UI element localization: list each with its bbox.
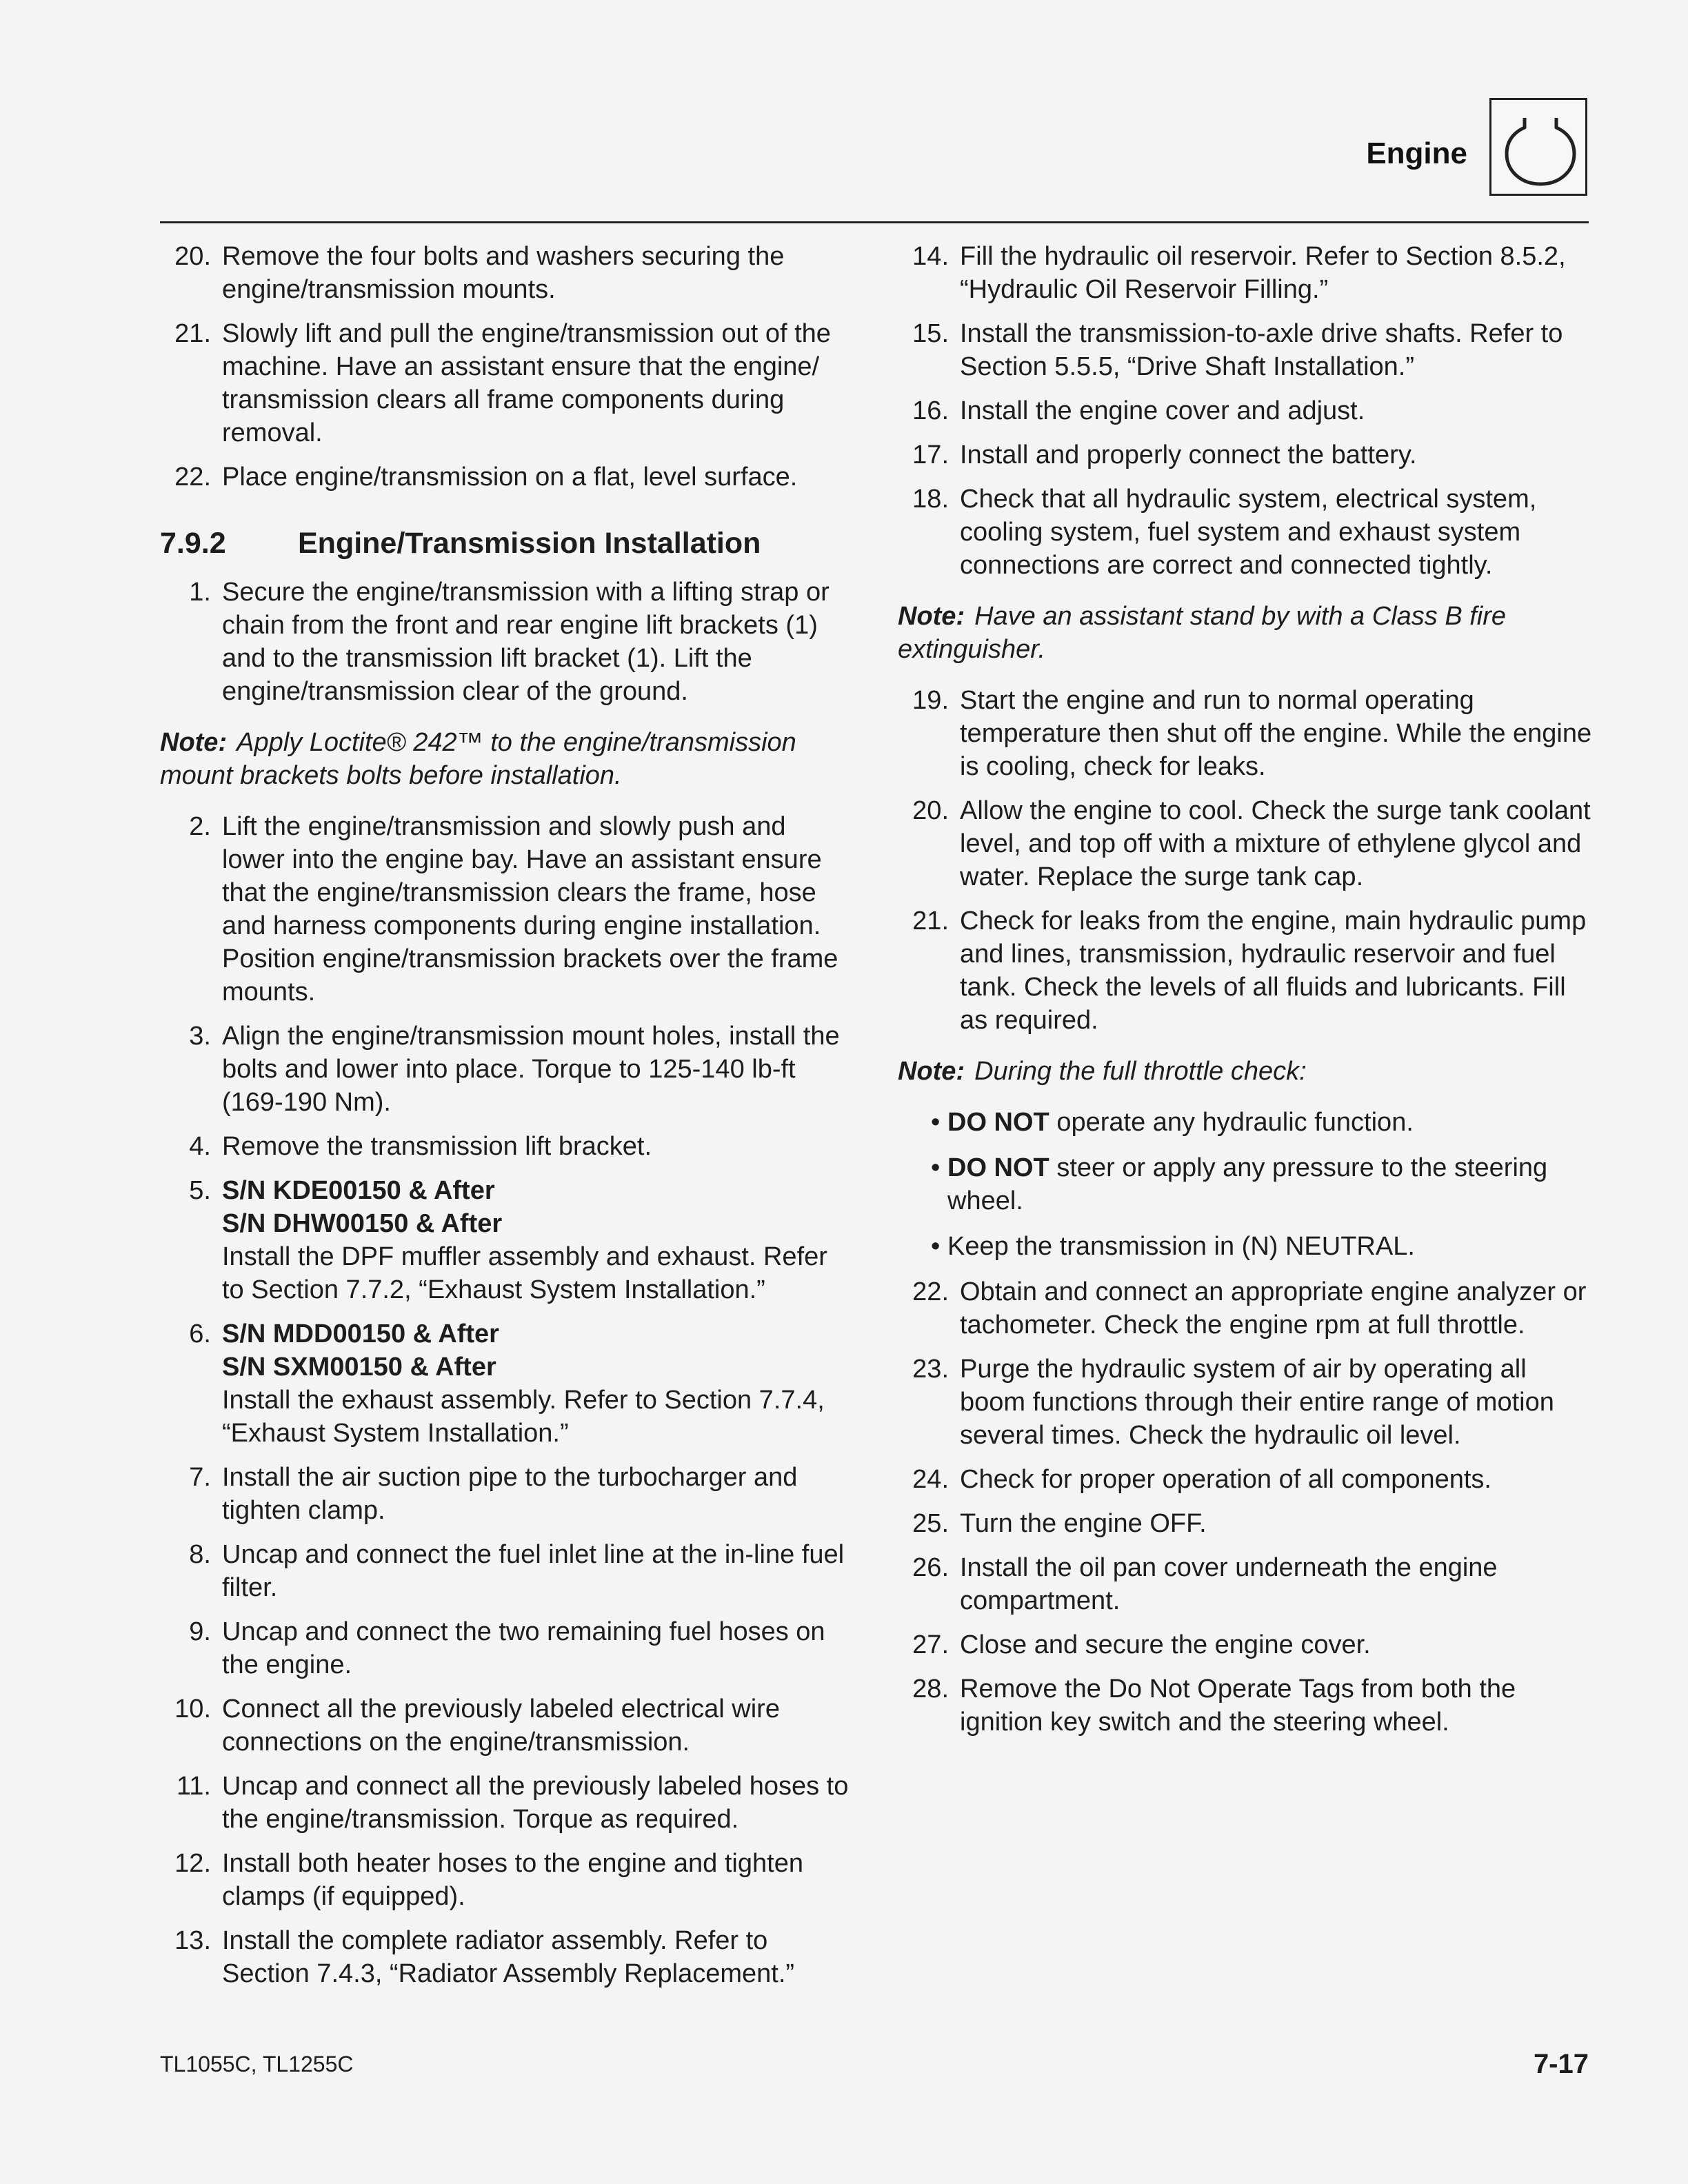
- list-item: [160, 240, 850, 306]
- list-item: [160, 461, 850, 494]
- serial-number-range: S/N KDE00150 & After: [222, 1176, 495, 1205]
- list-item: [898, 483, 1594, 582]
- step-number: 24.: [912, 1465, 949, 1494]
- step-text: Install the oil pan cover underneath the engine compartment.: [960, 1553, 1498, 1615]
- note-label: Note:: [160, 728, 228, 757]
- step-text: Install the transmission-to-axle drive shafts. Refer to Section 5.5.5, “Drive Shaft Installation.”: [960, 319, 1563, 381]
- step-number: 22.: [912, 1277, 949, 1306]
- step-number: 14.: [912, 242, 949, 271]
- list-item: [160, 810, 850, 1009]
- bullet-item: [898, 1230, 1594, 1263]
- step-number: 6.: [189, 1320, 211, 1348]
- list-item: [160, 1770, 850, 1836]
- note-throttle-check: [898, 1055, 1594, 1088]
- list-item: [160, 1317, 850, 1450]
- installation-steps-list: [898, 240, 1594, 582]
- step-number: 27.: [912, 1630, 949, 1659]
- note-fire-extinguisher: [898, 600, 1594, 666]
- step-number: 23.: [912, 1355, 949, 1384]
- step-number: 9.: [189, 1617, 211, 1646]
- list-item: [160, 1924, 850, 1990]
- list-item: [898, 1353, 1594, 1452]
- bullet-text: Keep the transmission in (N) NEUTRAL.: [947, 1232, 1415, 1261]
- step-number: 16.: [912, 396, 949, 425]
- note-loctite: [160, 726, 850, 792]
- page-number: 7-17: [1533, 2049, 1589, 2079]
- note-label: Note:: [898, 1057, 965, 1086]
- section-title: Engine: [1366, 136, 1467, 170]
- list-item: [898, 794, 1594, 893]
- list-item: [160, 1847, 850, 1913]
- step-number: 2.: [189, 812, 211, 841]
- step-text: Secure the engine/transmission with a lifting strap or chain from the front and rear engine lift brackets (1) and to the transmission lift bracket (1). Lift the engine/transmission clear of the ground.: [222, 578, 830, 706]
- step-text: Install the complete radiator assembly. Refer to Section 7.4.3, “Radiator Assembly Replacement.”: [222, 1926, 795, 1988]
- list-item: [898, 1672, 1594, 1739]
- list-item: [898, 1551, 1594, 1617]
- step-text: Install the DPF muffler assembly and exhaust. Refer to Section 7.7.2, “Exhaust System Installation.”: [222, 1242, 827, 1304]
- step-text: Uncap and connect the fuel inlet line at the in-line fuel filter.: [222, 1540, 845, 1602]
- list-item: [898, 1628, 1594, 1661]
- step-text: Place engine/transmission on a flat, level surface.: [222, 463, 798, 492]
- step-number: 21.: [912, 907, 949, 936]
- step-text: Fill the hydraulic oil reservoir. Refer to Section 8.5.2, “Hydraulic Oil Reservoir Filling.”: [960, 242, 1566, 304]
- installation-steps-list: [160, 810, 850, 1163]
- list-item: [898, 1275, 1594, 1342]
- step-text: Remove the Do Not Operate Tags from both the ignition key switch and the steering wheel.: [960, 1675, 1516, 1737]
- list-item: [898, 438, 1594, 472]
- step-text: Turn the engine OFF.: [960, 1509, 1207, 1538]
- list-item: [898, 684, 1594, 783]
- engine-icon-box: [1489, 98, 1587, 196]
- bullet-dot-icon: •: [931, 1108, 941, 1137]
- step-text: Start the engine and run to normal operating temperature then shut off the engine. While the engine is cooling, check for leaks.: [960, 686, 1592, 781]
- list-item: [898, 1463, 1594, 1496]
- step-number: 1.: [189, 578, 211, 607]
- note-text: Apply Loctite® 242™ to the engine/transmission mount brackets bolts before installation.: [160, 728, 796, 790]
- step-text: Lift the engine/transmission and slowly push and lower into the engine bay. Have an assistant ensure that the engine/transmission clears the frame, hose and harness components during engine installation. Position engine/transmission brackets over the frame mounts.: [222, 812, 838, 1007]
- engine-icon: [1491, 100, 1589, 198]
- step-number: 11.: [176, 1772, 211, 1801]
- step-text: Check that all hydraulic system, electrical system, cooling system, fuel system and exhaust system connections are correct and connected tightly.: [960, 485, 1537, 580]
- right-column: [898, 240, 1594, 1750]
- section-heading-title: Engine/Transmission Installation: [298, 527, 761, 560]
- step-number: 15.: [912, 319, 949, 348]
- step-number: 13.: [174, 1926, 211, 1955]
- list-item: [160, 1020, 850, 1119]
- step-text: Obtain and connect an appropriate engine analyzer or tachometer. Check the engine rpm at full throttle.: [960, 1277, 1587, 1339]
- serial-number-range: S/N SXM00150 & After: [222, 1353, 496, 1382]
- step-text: Align the engine/transmission mount holes, install the bolts and lower into place. Torque to 125-140 lb-ft (169-190 Nm).: [222, 1022, 840, 1117]
- bullet-dot-icon: •: [931, 1153, 941, 1182]
- step-text: Check for leaks from the engine, main hydraulic pump and lines, transmission, hydraulic reservoir and fuel tank. Check the levels of all fluids and lubricants. Fill as required.: [960, 907, 1587, 1035]
- step-text: Remove the transmission lift bracket.: [222, 1132, 652, 1161]
- list-item: [898, 904, 1594, 1037]
- step-number: 8.: [189, 1540, 211, 1569]
- step-number: 18.: [912, 485, 949, 514]
- step-number: 3.: [189, 1022, 211, 1051]
- step-text: Check for proper operation of all components.: [960, 1465, 1491, 1494]
- step-number: 10.: [174, 1695, 211, 1723]
- list-item: [160, 576, 850, 708]
- step-number: 28.: [912, 1675, 949, 1703]
- serial-number-range: S/N DHW00150 & After: [222, 1209, 503, 1238]
- list-item: [898, 240, 1594, 306]
- step-text: Install the engine cover and adjust.: [960, 396, 1365, 425]
- bullet-text: steer or apply any pressure to the steering wheel.: [947, 1153, 1548, 1215]
- list-item: [160, 1130, 850, 1163]
- note-label: Note:: [898, 602, 965, 631]
- step-number: 17.: [912, 441, 949, 469]
- installation-steps-list: [160, 576, 850, 708]
- list-item: [160, 1174, 850, 1306]
- step-number: 26.: [912, 1553, 949, 1582]
- bullet-list: [898, 1106, 1594, 1263]
- step-number: 20.: [174, 242, 211, 271]
- step-number: 5.: [189, 1176, 211, 1205]
- step-number: 19.: [912, 686, 949, 715]
- step-text: Install both heater hoses to the engine and tighten clamps (if equipped).: [222, 1849, 803, 1911]
- step-text: Slowly lift and pull the engine/transmission out of the machine. Have an assistant ensure that the engine/ transmission clears all frame components during removal.: [222, 319, 831, 447]
- list-item: [160, 1538, 850, 1604]
- installation-steps-list: [160, 1461, 850, 1990]
- list-item: [160, 1692, 850, 1759]
- note-text: Have an assistant stand by with a Class B fire extinguisher.: [898, 602, 1507, 664]
- list-item: [898, 1507, 1594, 1540]
- step-number: 4.: [189, 1132, 211, 1161]
- step-text: Uncap and connect the two remaining fuel hoses on the engine.: [222, 1617, 825, 1679]
- step-number: 12.: [174, 1849, 211, 1878]
- note-text: During the full throttle check:: [974, 1057, 1307, 1086]
- section-heading: [160, 527, 850, 560]
- bullet-dot-icon: •: [931, 1232, 941, 1261]
- step-text: Remove the four bolts and washers securing the engine/transmission mounts.: [222, 242, 785, 304]
- header-rule: [160, 221, 1589, 223]
- installation-steps-list: [898, 1275, 1594, 1739]
- list-item: [898, 317, 1594, 383]
- list-item: [160, 1615, 850, 1681]
- step-text: Purge the hydraulic system of air by operating all boom functions through their entire range of motion several times. Check the hydraulic oil level.: [960, 1355, 1554, 1450]
- list-item: [160, 1461, 850, 1527]
- bullet-emphasis: DO NOT: [947, 1153, 1049, 1182]
- step-text: Uncap and connect all the previously labeled hoses to the engine/transmission. Torque as required.: [222, 1772, 849, 1834]
- section-number: 7.9.2: [160, 527, 226, 560]
- list-item: [160, 317, 850, 449]
- step-number: 7.: [189, 1463, 211, 1492]
- step-text: Install and properly connect the battery.: [960, 441, 1417, 469]
- removal-steps-list: [160, 240, 850, 494]
- bullet-emphasis: DO NOT: [947, 1108, 1049, 1137]
- step-number: 20.: [912, 796, 949, 825]
- step-text: Install the air suction pipe to the turbocharger and tighten clamp.: [222, 1463, 798, 1525]
- bullet-item: [898, 1106, 1594, 1139]
- installation-steps-list: [898, 684, 1594, 1037]
- model-numbers: TL1055C, TL1255C: [160, 2052, 354, 2076]
- step-number: 22.: [174, 463, 211, 492]
- step-number: 25.: [912, 1509, 949, 1538]
- step-number: 21.: [174, 319, 211, 348]
- serial-number-range: S/N MDD00150 & After: [222, 1320, 499, 1348]
- step-text: Close and secure the engine cover.: [960, 1630, 1371, 1659]
- list-item: [898, 394, 1594, 427]
- bullet-item: [898, 1151, 1594, 1217]
- step-text: Install the exhaust assembly. Refer to Section 7.7.4, “Exhaust System Installation.”: [222, 1386, 825, 1448]
- bullet-text: operate any hydraulic function.: [1049, 1108, 1414, 1137]
- left-column: [160, 240, 850, 2001]
- step-text: Allow the engine to cool. Check the surge tank coolant level, and top off with a mixture of ethylene glycol and water. Replace the surge tank cap.: [960, 796, 1591, 891]
- step-text: Connect all the previously labeled electrical wire connections on the engine/transmission.: [222, 1695, 780, 1757]
